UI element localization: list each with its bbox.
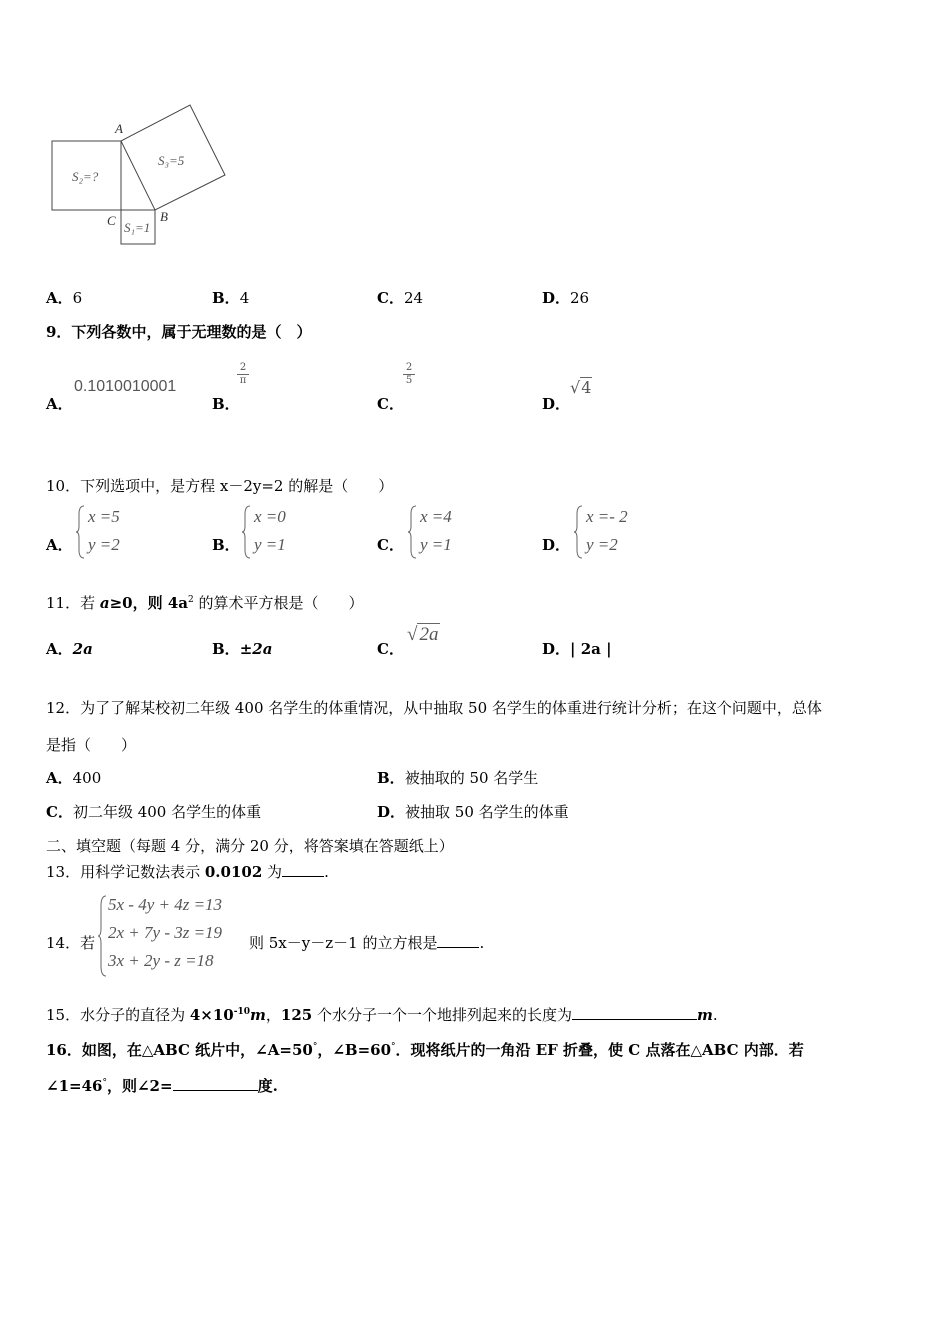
q10-option-d[interactable]	[542, 534, 570, 555]
q10-option-a-x: x =5	[88, 507, 120, 526]
q10-option-c[interactable]	[377, 534, 404, 555]
q15-answer-blank[interactable]	[572, 1005, 697, 1020]
q10-option-d-x: x =- 2	[586, 507, 628, 526]
q10-option-d-system	[586, 503, 628, 559]
q15-unit: m	[250, 1006, 266, 1024]
q10-option-a-system	[88, 503, 120, 559]
q15-end: .	[712, 1006, 718, 1024]
q16-line1-post: ．现将纸片的一角沿 EF 折叠，使 C 点落在△ABC 内部．若	[395, 1041, 804, 1059]
q10-option-a-letter: A．	[46, 536, 73, 554]
q9-option-d-letter: D．	[542, 395, 571, 413]
q16-line2	[46, 1075, 278, 1096]
label-s1: S₁=1	[124, 220, 151, 235]
q12-option-d-text: 被抽取 50 名学生的体重	[405, 803, 569, 821]
q8-option-d[interactable]	[542, 287, 589, 308]
q11-option-b[interactable]	[212, 638, 272, 659]
q14-system	[108, 891, 222, 975]
q9-option-d[interactable]	[542, 393, 570, 414]
q11-stem	[46, 592, 364, 613]
q11-stem-a: a	[99, 594, 110, 612]
label-A: A	[115, 121, 123, 136]
q10-option-d-y: y =2	[586, 535, 618, 554]
q10-option-a-brace-icon	[76, 504, 86, 560]
q15-pre: 15．水分子的直径为	[46, 1006, 190, 1024]
q15-count: 125	[280, 1006, 313, 1024]
q11-option-a[interactable]	[46, 638, 93, 659]
q14-tail	[249, 932, 484, 953]
q16-line2-pre: ∠	[46, 1077, 59, 1095]
q10-option-b[interactable]	[212, 534, 240, 555]
q10-option-c-brace-icon	[408, 504, 418, 560]
q10-option-b-letter: B．	[212, 536, 240, 554]
q16-degree-a: °	[312, 1042, 318, 1052]
q11-option-d[interactable]	[542, 638, 612, 659]
q12-option-d-letter: D．	[377, 803, 406, 821]
q8-option-b-letter: B．	[212, 289, 240, 307]
q11-stem-sup: 2	[187, 595, 194, 605]
q8-option-b[interactable]	[212, 287, 249, 308]
q14-eq1: 5x - 4y + 4z =13	[108, 895, 223, 914]
q16-degree-1: °	[102, 1078, 107, 1088]
q13-end: .	[324, 863, 329, 881]
q16-angle-2: 2=	[149, 1077, 173, 1095]
q14-pre: 14．若	[46, 934, 96, 952]
q12-option-b[interactable]	[377, 767, 538, 788]
q9-option-a-letter: A．	[46, 395, 73, 413]
q8-option-b-text: 4	[239, 289, 250, 307]
q8-option-c-letter: C．	[377, 289, 404, 307]
q11-option-d-value: | 2a |	[570, 640, 612, 658]
q9-option-b-numerator: 2	[237, 362, 249, 375]
label-s3: S₃=5	[158, 153, 185, 168]
q15-exp: -10	[233, 1007, 251, 1017]
q9-option-a-value: 0.1010010001	[74, 378, 177, 395]
q9-option-c-denominator: 5	[405, 375, 413, 386]
q11-option-b-letter: B．	[212, 640, 240, 658]
q11-option-c[interactable]	[377, 638, 404, 659]
q9-option-b-denominator: π	[239, 375, 247, 386]
q10-option-b-brace-icon	[242, 504, 252, 560]
q12-option-b-letter: B．	[377, 769, 405, 787]
q16-line1	[46, 1039, 804, 1060]
q13-num: 0.0102	[204, 863, 263, 881]
q12-option-c[interactable]	[46, 801, 261, 822]
q12-option-a-letter: A．	[46, 769, 73, 787]
q11-option-c-radicand: 2a	[419, 624, 439, 645]
q11-option-a-value: 2a	[72, 640, 93, 658]
q8-option-c[interactable]	[377, 287, 423, 308]
label-s2: S₂=?	[72, 169, 99, 184]
q11-option-a-letter: A．	[46, 640, 73, 658]
q9-option-b-fraction	[237, 362, 249, 387]
q10-option-c-system	[420, 503, 452, 559]
q14-post: 则 5x－y－z－1 的立方根是	[249, 934, 438, 952]
q16-line1-pre: 16．如图，在△ABC 纸片中，∠	[46, 1041, 268, 1059]
q15-val: 4×10	[189, 1006, 234, 1024]
q13-pre: 13．用科学记数法表示	[46, 863, 205, 881]
q16-degree-b: °	[391, 1042, 396, 1052]
sqrt-symbol-icon: √	[407, 624, 418, 645]
q9-option-d-radicand: 4	[581, 378, 592, 397]
q12-option-d[interactable]	[377, 801, 569, 822]
q15	[46, 1004, 718, 1025]
q12-stem-line2: 是指（ ）	[46, 736, 137, 754]
q12-option-a-text: 400	[72, 769, 102, 787]
q10-option-d-letter: D．	[542, 536, 571, 554]
q10-option-a[interactable]	[46, 534, 73, 555]
q11-option-b-value: ±2a	[239, 640, 273, 658]
q15-post: 个水分子一个一个地排列起来的长度为	[312, 1006, 572, 1024]
q11-stem-mid: ≥0，则 4a	[109, 594, 188, 612]
q14-eq3: 3x + 2y - z =18	[108, 951, 214, 970]
q9-option-c[interactable]	[377, 393, 404, 414]
q9-option-c-fraction	[403, 362, 415, 387]
q16-angle-a: A=50	[267, 1041, 313, 1059]
label-B: B	[160, 209, 168, 224]
section2-title: 二、填空题（每题 4 分，满分 20 分，将答案填在答题纸上）	[46, 837, 454, 855]
q12-option-c-letter: C．	[46, 803, 73, 821]
q12-stem-line1: 12．为了了解某校初二年级 400 名学生的体重情况，从中抽取 50 名学生的体重进行统计分析；在这个问题中，总体	[46, 699, 822, 717]
q10-option-a-y: y =2	[88, 535, 120, 554]
q16-sep: ，∠	[317, 1041, 345, 1059]
q10-option-b-y: y =1	[254, 535, 286, 554]
pythagoras-figure	[40, 95, 240, 255]
q14-brace-icon	[98, 894, 108, 978]
q10-option-c-y: y =1	[420, 535, 452, 554]
q9-option-a[interactable]	[46, 393, 73, 414]
q8-option-a-text: 6	[72, 289, 83, 307]
q16-line2-mid: ，则∠	[106, 1077, 150, 1095]
q11-option-d-letter: D．	[542, 640, 571, 658]
q9-option-c-numerator: 2	[403, 362, 415, 375]
q14-end: .	[479, 934, 485, 952]
q16-line2-post: 度.	[257, 1077, 278, 1095]
q8-option-d-letter: D．	[542, 289, 571, 307]
q10-option-c-letter: C．	[377, 536, 404, 554]
q12-option-b-text: 被抽取的 50 名学生	[404, 769, 539, 787]
q9-option-b[interactable]	[212, 393, 240, 414]
q12-option-c-text: 初二年级 400 名学生的体重	[72, 803, 262, 821]
q13-answer-blank[interactable]	[282, 862, 324, 877]
q13	[46, 861, 329, 882]
q8-option-a-letter: A．	[46, 289, 73, 307]
q14-answer-blank[interactable]	[437, 933, 479, 948]
q8-option-d-text: 26	[570, 289, 590, 307]
q16-angle-1: 1=46	[58, 1077, 103, 1095]
q9-option-c-letter: C．	[377, 395, 404, 413]
q9-option-b-letter: B．	[212, 395, 240, 413]
q11-option-c-sqrt	[407, 624, 440, 646]
sqrt-symbol-icon: √	[570, 378, 581, 397]
q13-post: 为	[262, 863, 283, 881]
q15-mid: ，	[265, 1006, 281, 1024]
q11-stem-pre: 11．若	[46, 594, 100, 612]
q10-stem: 10．下列选项中，是方程 x－2y=2 的解是（ ）	[46, 477, 394, 495]
q10-option-c-x: x =4	[420, 507, 452, 526]
q10-option-d-brace-icon	[574, 504, 584, 560]
q9-option-d-sqrt	[570, 378, 592, 397]
q10-option-b-system	[254, 503, 286, 559]
q8-option-a[interactable]	[46, 287, 82, 308]
label-C: C	[107, 213, 116, 228]
q11-option-c-letter: C．	[377, 640, 404, 658]
q14-eq2: 2x + 7y - 3z =19	[108, 923, 223, 942]
q12-option-a[interactable]	[46, 767, 101, 788]
q16-angle-b: B=60	[344, 1041, 392, 1059]
q8-option-c-text: 24	[403, 289, 424, 307]
q16-answer-blank[interactable]	[173, 1076, 258, 1091]
q10-option-b-x: x =0	[254, 507, 286, 526]
q9-stem: 9．下列各数中，属于无理数的是（ ）	[46, 323, 312, 341]
q15-unit2: m	[697, 1006, 713, 1024]
q11-stem-post: 的算术平方根是（ ）	[193, 594, 364, 612]
